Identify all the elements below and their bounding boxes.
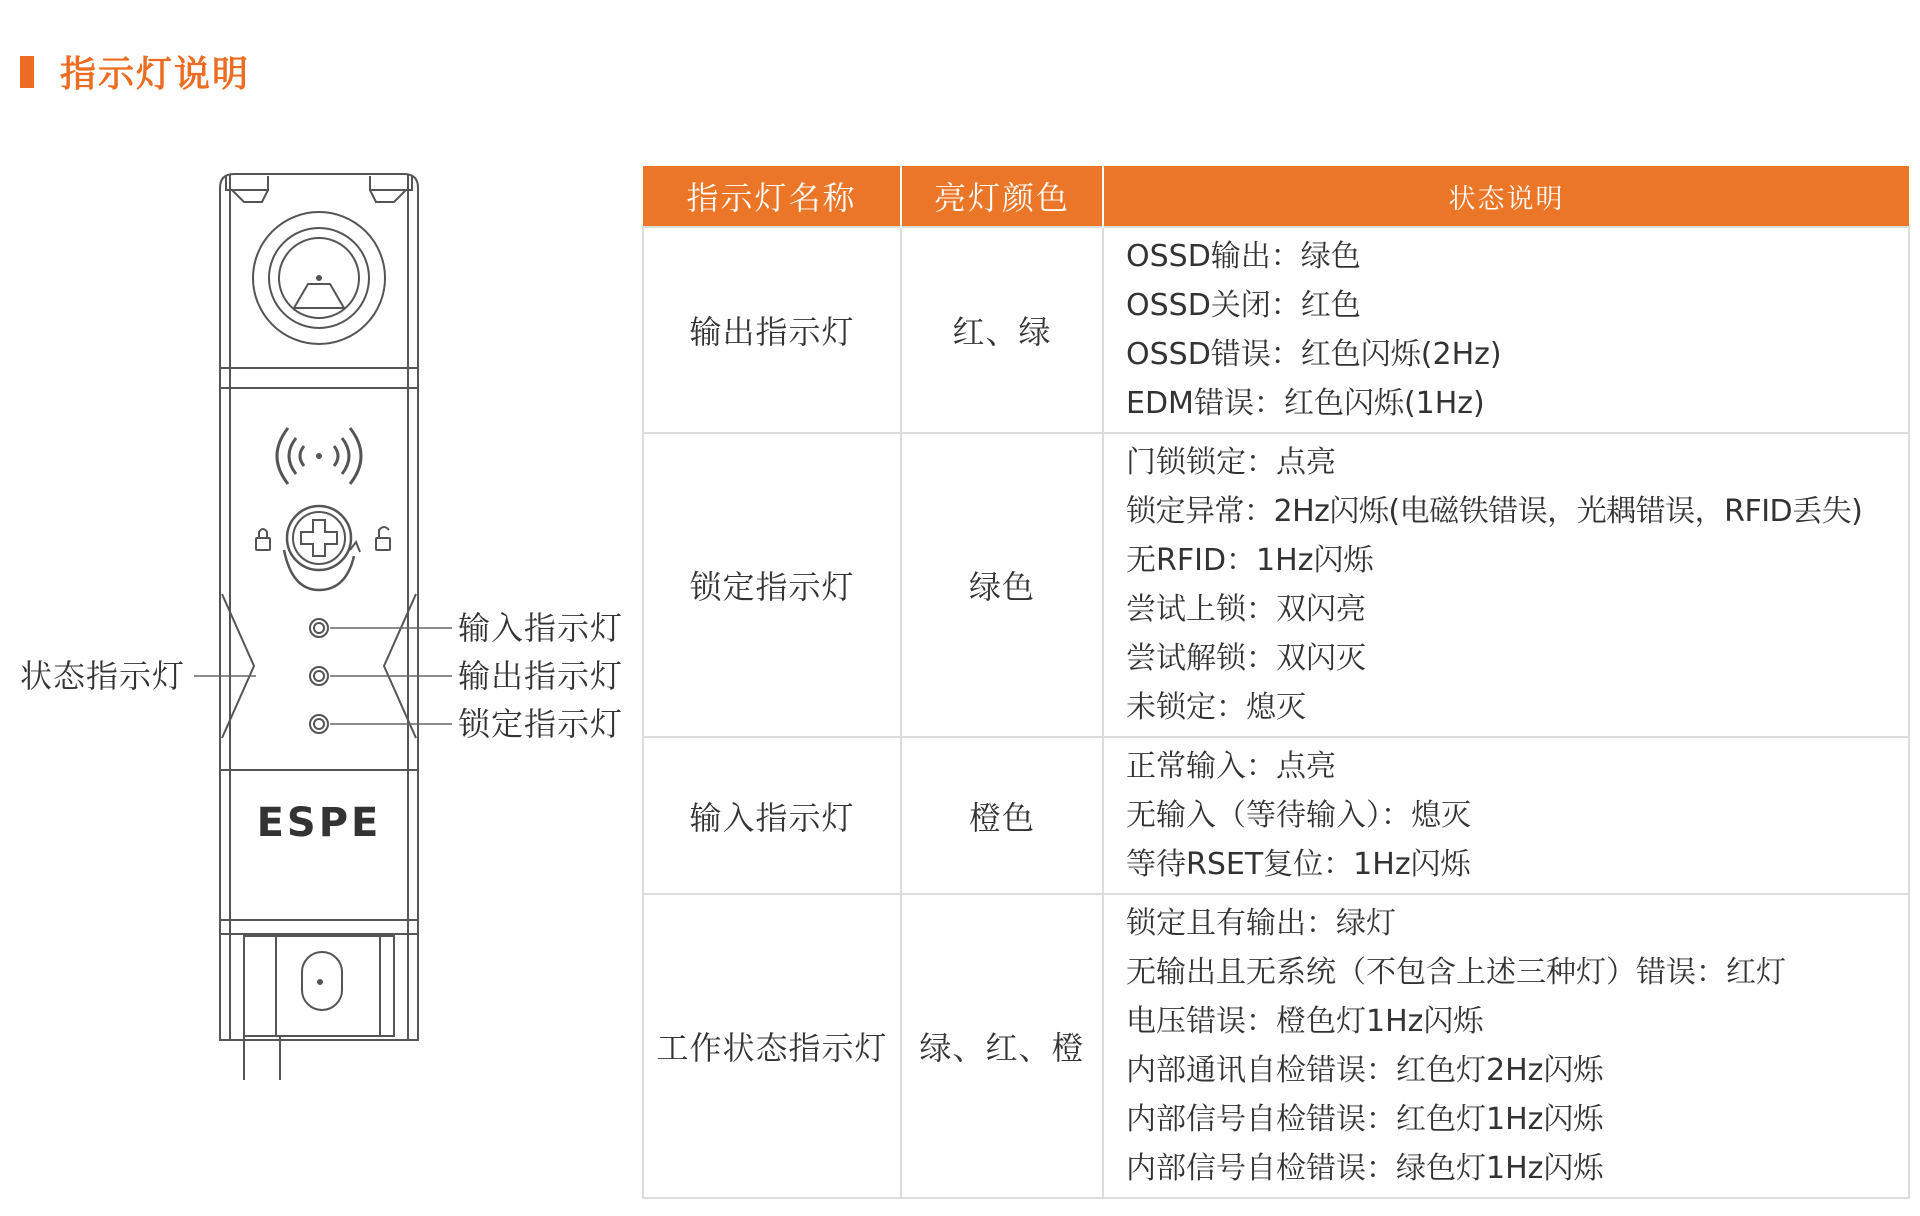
row-indicator-name: 输出指示灯 bbox=[643, 227, 901, 433]
table-header-row bbox=[643, 166, 1909, 227]
device-body bbox=[220, 174, 418, 1040]
row-status-list bbox=[1103, 433, 1909, 737]
lock-led bbox=[310, 715, 328, 733]
status-line: 等待RSET复位：1Hz闪烁 bbox=[1126, 847, 1471, 882]
section-heading bbox=[20, 46, 250, 97]
status-line: 门锁锁定：点亮 bbox=[1126, 445, 1336, 480]
callout-status-indicator: 状态指示灯 bbox=[20, 657, 186, 695]
table-row bbox=[643, 894, 1909, 1198]
status-line: 无RFID：1Hz闪烁 bbox=[1126, 543, 1374, 578]
row-status-list bbox=[1103, 894, 1909, 1198]
row-light-color: 红、绿 bbox=[901, 227, 1103, 433]
status-line: 尝试上锁：双闪亮 bbox=[1126, 592, 1366, 627]
status-line: 内部信号自检错误：绿色灯1Hz闪烁 bbox=[1126, 1151, 1604, 1186]
header-status-description: 状态说明 bbox=[1103, 166, 1909, 227]
header-light-color: 亮灯颜色 bbox=[901, 166, 1103, 227]
status-line: 电压错误：橙色灯1Hz闪烁 bbox=[1126, 1004, 1484, 1039]
row-indicator-name: 输入指示灯 bbox=[643, 737, 901, 894]
table-row bbox=[643, 737, 1909, 894]
row-light-color: 绿、红、橙 bbox=[901, 894, 1103, 1198]
lock-icon bbox=[256, 529, 270, 550]
status-line: OSSD关闭：红色 bbox=[1126, 288, 1361, 323]
status-line: 锁定异常：2Hz闪烁(电磁铁错误，光耦错误，RFID丢失) bbox=[1126, 494, 1863, 529]
row-indicator-name: 锁定指示灯 bbox=[643, 433, 901, 737]
row-status-list bbox=[1103, 737, 1909, 894]
screw-icon bbox=[284, 506, 360, 590]
unlock-icon bbox=[376, 527, 390, 550]
table-row bbox=[643, 227, 1909, 433]
rfid-icon bbox=[277, 428, 361, 484]
status-line: 正常输入：点亮 bbox=[1126, 749, 1336, 784]
callout-input-indicator: 输入指示灯 bbox=[458, 609, 624, 647]
table-row bbox=[643, 433, 1909, 737]
row-light-color: 绿色 bbox=[901, 433, 1103, 737]
page-title: 指示灯说明 bbox=[60, 54, 251, 95]
status-line: 内部通讯自检错误：红色灯2Hz闪烁 bbox=[1126, 1053, 1604, 1088]
device-brand: ESPE bbox=[256, 800, 382, 846]
status-line: 尝试解锁：双闪灭 bbox=[1126, 641, 1366, 676]
input-led bbox=[310, 619, 328, 637]
callout-output-indicator: 输出指示灯 bbox=[458, 657, 624, 695]
heading-accent-bar bbox=[20, 56, 34, 88]
status-line: EDM错误：红色闪烁(1Hz) bbox=[1126, 386, 1485, 421]
output-led bbox=[310, 667, 328, 685]
row-indicator-name: 工作状态指示灯 bbox=[643, 894, 901, 1198]
row-status-list bbox=[1103, 227, 1909, 433]
status-line: OSSD输出：绿色 bbox=[1126, 239, 1361, 274]
callout-lock-indicator: 锁定指示灯 bbox=[458, 705, 624, 743]
status-line: OSSD错误：红色闪烁(2Hz) bbox=[1126, 337, 1502, 372]
status-line: 无输入（等待输入）：熄灭 bbox=[1126, 798, 1471, 833]
status-line: 锁定且有输出：绿灯 bbox=[1126, 906, 1396, 941]
status-line: 未锁定：熄灭 bbox=[1126, 690, 1306, 725]
header-indicator-name: 指示灯名称 bbox=[643, 166, 901, 227]
indicator-table bbox=[642, 166, 1910, 1199]
status-line: 内部信号自检错误：红色灯1Hz闪烁 bbox=[1126, 1102, 1604, 1137]
row-light-color: 橙色 bbox=[901, 737, 1103, 894]
status-line: 无输出且无系统（不包含上述三种灯）错误：红灯 bbox=[1126, 955, 1786, 990]
